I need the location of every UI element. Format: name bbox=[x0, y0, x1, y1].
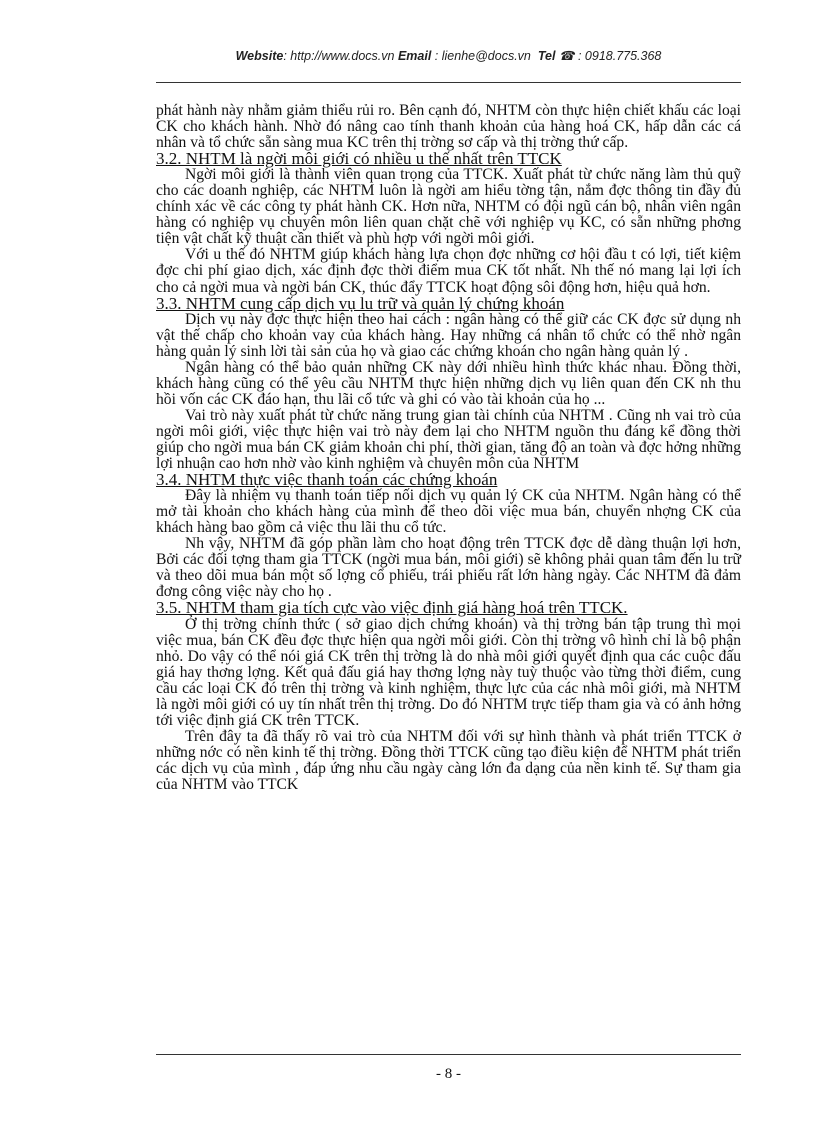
paragraph-intro: phát hành này nhằm giảm thiểu rủi ro. Bên cạnh đó, NHTM còn thực hiện chiết khấu các loại CK cho khách hành. Nhờ đó nâng cao tính thanh khoản của hàng hoá CK, hấp dẫn các cá nhân và tổ chức sẵn sàng mua KC trên thị trờng sơ cấp và thị trờng thứ cấp. bbox=[156, 102, 741, 152]
website-label: Website bbox=[235, 49, 284, 63]
paragraph-3-3-b: Ngân hàng có thể bảo quản những CK này dới nhiều hình thức khác nhau. Đồng thời, khách hàng cũng có thể yêu cầu NHTM thực hiện những dịch vụ liên quan đến CK nh thu hồi vốn các CK đáo hạn, thu lãi cổ tức và ghi có vào tài khoản của họ ... bbox=[156, 358, 741, 408]
tel-value: ☎ : 0918.775.368 bbox=[555, 49, 662, 63]
paragraph-3-5-b: Trên đây ta đã thấy rõ vai trò của NHTM đối với sự hình thành và phát triển TTCK ở những nớc có nền kinh tế thị trờng. Đồng thời TTCK cũng tạo điều kiện để NHTM phát triển các dịch vụ của mình , đáp ứng nhu cầu ngày càng lớn đa dạng của nền kinh tế. Sự tham gia của NHTM vào TTCK bbox=[156, 727, 741, 793]
heading-3-3: 3.3. NHTM cung cấp dịch vụ lu trữ và quản lý chứng khoán bbox=[156, 293, 565, 313]
email-value: : lienhe@docs.vn bbox=[431, 49, 531, 63]
heading-3-5: 3.5. NHTM tham gia tích cực vào việc định giá hàng hoá trên TTCK. bbox=[156, 598, 628, 618]
paragraph-3-2-b: Với u thế đó NHTM giúp khách hàng lựa chọn đợc những cơ hội đầu t có lợi, tiết kiệm đợc chi phí giao dịch, xác định đợc thời điểm mua CK tốt nhất. Nh thế nó mang lại lợi ích cho cả ngời mua và ngời bán CK, thúc đẩy TTCK hoạt động sôi động hơn, hiệu quả hơn. bbox=[156, 246, 741, 296]
paragraph-3-4-a: Đây là nhiệm vụ thanh toán tiếp nối dịch vụ quản lý CK của NHTM. Ngân hàng có thể mở tài khoản cho khách hàng của mình để theo dõi việc mua bán, chuyển nhợng CK của khách hàng bao gồm cả việc thu lãi thu cổ tức. bbox=[156, 487, 741, 537]
page-number: - 8 - bbox=[436, 1066, 461, 1082]
paragraph-3-4-b: Nh vậy, NHTM đã góp phần làm cho hoạt động trên TTCK đợc dễ dàng thuận lợi hơn, Bởi các đối tợng tham gia TTCK (ngời mua bán, môi giới) sẽ không phải quan tâm đến lu trữ và theo dõi mua bán một số lợng cổ phiếu, trái phiếu rất lớn hàng ngày. Các NHTM đã đảm đơng công việc này cho họ . bbox=[156, 535, 741, 601]
paragraph-3-3-c: Vai trò này xuất phát từ chức năng trung gian tài chính của NHTM . Cũng nh vai trò của ngời môi giới, việc thực hiện vai trò này đem lại cho NHTM nguồn thu đáng kể đồng thời giúp cho ngời mua bán CK giảm khoản chi phí, thời gian, tăng độ an toàn và đợc hởng những lợi nhuận cao hơn nhờ vào kinh nghiệm và chuyên môn của NHTM bbox=[156, 406, 741, 473]
heading-3-4: 3.4. NHTM thực việc thanh toán các chứng khoán bbox=[156, 470, 498, 490]
tel-label: Tel bbox=[537, 49, 556, 63]
header-divider bbox=[156, 82, 741, 83]
footer-divider bbox=[156, 1054, 741, 1055]
heading-3-2: 3.2. NHTM là ngời môi giới có nhiều u thế nhất trên TTCK bbox=[156, 149, 562, 169]
email-label: Email bbox=[397, 49, 432, 63]
paragraph-3-2-a: Ngời môi giới là thành viên quan trọng của TTCK. Xuất phát từ chức năng làm thủ quỹ cho các doanh nghiệp, các NHTM luôn là ngời am hiểu tờng tận, nắm đợc thông tin đầy đủ chính xác về các công ty phát hành CK. Hơn nữa, NHTM có đội ngũ cán bộ, nhân viên ngân hàng có nghiệp vụ chuyên môn liên quan chặt chẽ với nghiệp vụ KC, có sẵn những phơng tiện vật chất kỹ thuật cần thiết và phù hợp với ngời môi giới. bbox=[156, 166, 741, 248]
page-header bbox=[156, 48, 741, 63]
paragraph-3-3-a: Dịch vụ này đợc thực hiện theo hai cách : ngân hàng có thể giữ các CK đợc sử dụng nh vật thế chấp cho khoản vay của khách hàng. Hay những cá nhân tổ chức có thể nhờ ngân hàng quản lý sinh lời tài sản của họ và giao các chứng khoán cho ngân hàng quản lý . bbox=[156, 310, 741, 360]
website-value: : http://www.docs.vn bbox=[283, 49, 395, 63]
paragraph-3-5-a: Ở thị trờng chính thức ( sở giao dịch chứng khoán) và thị trờng bán tập trung thì mọi việc mua, bán CK đều đợc thực hiện qua ngời môi giới. Còn thị trờng vô hình chỉ là bộ phận nhỏ. Do vậy có thể nói giá CK trên thị trờng là do nhà môi giới quyết định qua các cuộc đấu giá hay thơng lợng. Kết quả đấu giá hay thơng lợng này tuỳ thuộc vào từng thời điểm, cung cầu các loại CK đó trên thị trờng và kinh nghiệm, thực lực của các nhà môi giới, mà NHTM là ngời môi giới có uy tín nhất trên thị trờng. Do đó NHTM trực tiếp tham gia và có ảnh hởng tới việc định giá CK trên TTCK. bbox=[156, 615, 741, 729]
document-body bbox=[156, 103, 741, 793]
